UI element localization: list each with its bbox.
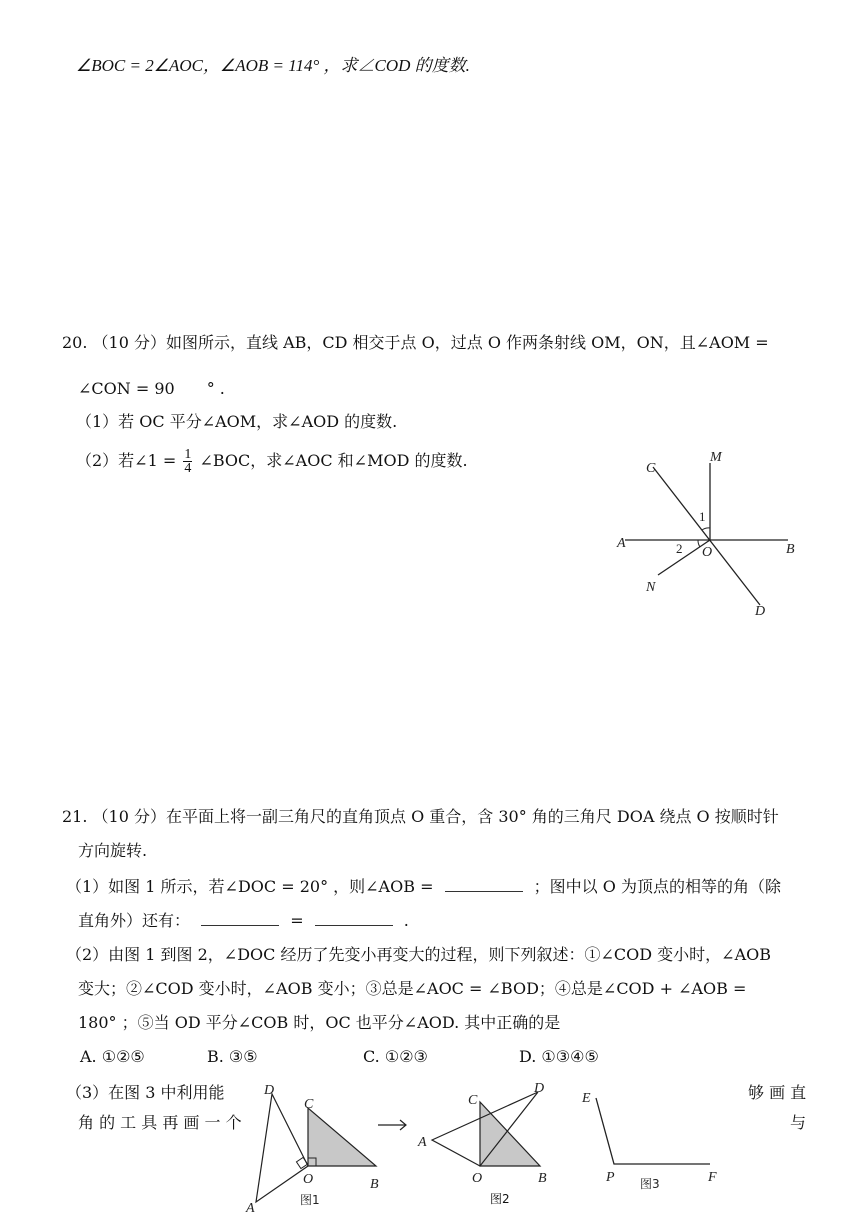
- fig1-label-b: B: [370, 1177, 379, 1192]
- fraction-denominator: 4: [184, 461, 192, 476]
- fig1-label-o: O: [303, 1172, 314, 1187]
- fig3-label-e: E: [582, 1091, 591, 1106]
- q21-part1-pre: （1）如图 1 所示，若∠DOC = 20° ，则∠AOB =: [66, 877, 434, 896]
- q21-figure-2: [414, 1078, 564, 1188]
- fig3-label-f: F: [708, 1170, 717, 1185]
- option-d[interactable]: D. ①③④⑤: [519, 1047, 599, 1066]
- q20-angle-2: 2: [676, 541, 683, 556]
- q21-figure-3: [570, 1082, 730, 1192]
- q21-stem-line2: 方向旋转.: [78, 841, 148, 860]
- right-arrow-icon: [376, 1118, 410, 1132]
- fig1-caption: 图1: [300, 1193, 320, 1207]
- q21-part1-line1: [66, 876, 781, 898]
- q20-label-n: N: [646, 580, 656, 595]
- fig2-label-o: O: [472, 1171, 483, 1186]
- q20-label-c: C: [646, 461, 656, 476]
- q20-label-o: O: [702, 545, 713, 560]
- q20-figure: [610, 445, 810, 625]
- option-b[interactable]: B. ③⑤: [207, 1047, 258, 1066]
- q20-part2: [76, 448, 468, 475]
- fig2-caption-visible: 图2: [490, 1192, 510, 1206]
- fraction-one-quarter: [183, 448, 192, 475]
- fig2-label-a: A: [418, 1135, 427, 1150]
- q21-figure-1: [236, 1080, 386, 1214]
- fig3-label-p: P: [606, 1170, 615, 1185]
- fraction-numerator: 1: [184, 447, 192, 462]
- fig2-label-b: B: [538, 1171, 547, 1186]
- answer-blank-angle-left[interactable]: [201, 911, 279, 926]
- answer-blank-aob[interactable]: [445, 877, 523, 892]
- q21-part1-equals: =: [290, 911, 304, 930]
- fig2-label-c: C: [468, 1093, 478, 1108]
- q21-part1-post: ；图中以 O 为顶点的相等的角（除: [533, 877, 781, 896]
- q19-tail-text: ∠BOC = 2∠AOC，∠AOB = 114° ，求∠COD 的度数.: [76, 56, 470, 75]
- q20-part2-post: ∠BOC，求∠AOC 和∠MOD 的度数.: [199, 451, 468, 470]
- q21-stem-line1: 21. （10 分）在平面上将一副三角尺的直角顶点 O 重合，含 30° 角的三角尺 DOA 绕点 O 按顺时针: [62, 807, 779, 826]
- q21-part3-left-a: （3）在图 3 中利用能: [66, 1083, 225, 1102]
- q21-part3-right-b: 与: [790, 1113, 807, 1132]
- fig2-label-d: D: [534, 1081, 545, 1096]
- q20-label-m: M: [710, 450, 722, 465]
- q20-label-d: D: [755, 604, 766, 619]
- q20-label-a: A: [617, 536, 626, 551]
- fig1-label-a: A: [246, 1201, 255, 1214]
- q20-stem-line1: 20. （10 分）如图所示，直线 AB，CD 相交于点 O，过点 O 作两条射线 OM，ON，且∠AOM =: [62, 333, 769, 352]
- fig3-caption: 图3: [640, 1177, 660, 1191]
- q21-part1-b-pre: 直角外）还有：: [78, 911, 191, 930]
- q21-part1-line2: [78, 910, 409, 932]
- q21-part2-line2: 变大；②∠COD 变小时，∠AOB 变小；③总是∠AOC = ∠BOD；④总是∠COD + ∠AOB =: [78, 979, 747, 998]
- q20-angle-1: 1: [699, 509, 706, 524]
- q21-part3-right-a: 够 画 直: [748, 1083, 807, 1102]
- q21-part2-line3: 180° ；⑤当 OD 平分∠COB 时，OC 也平分∠AOD. 其中正确的是: [78, 1013, 561, 1032]
- option-a[interactable]: A. ①②⑤: [80, 1047, 145, 1066]
- answer-blank-angle-right[interactable]: [315, 911, 393, 926]
- q20-part1: （1）若 OC 平分∠AOM，求∠AOD 的度数.: [76, 412, 398, 431]
- fig1-label-c: C: [304, 1097, 314, 1112]
- q20-stem-line2: ∠CON = 90 ° .: [78, 379, 225, 398]
- option-c[interactable]: C. ①②③: [363, 1047, 428, 1066]
- q21-part1-end: .: [403, 911, 409, 930]
- q20-part2-pre: （2）若∠1 =: [76, 451, 177, 470]
- q21-part2-line1: （2）由图 1 到图 2，∠DOC 经历了先变小再变大的过程，则下列叙述：①∠COD 变小时，∠AOB: [66, 945, 771, 964]
- q20-label-b: B: [786, 542, 795, 557]
- q21-part3-left-b: 角 的 工 具 再 画 一 个: [78, 1113, 242, 1132]
- fig1-label-d: D: [264, 1083, 275, 1098]
